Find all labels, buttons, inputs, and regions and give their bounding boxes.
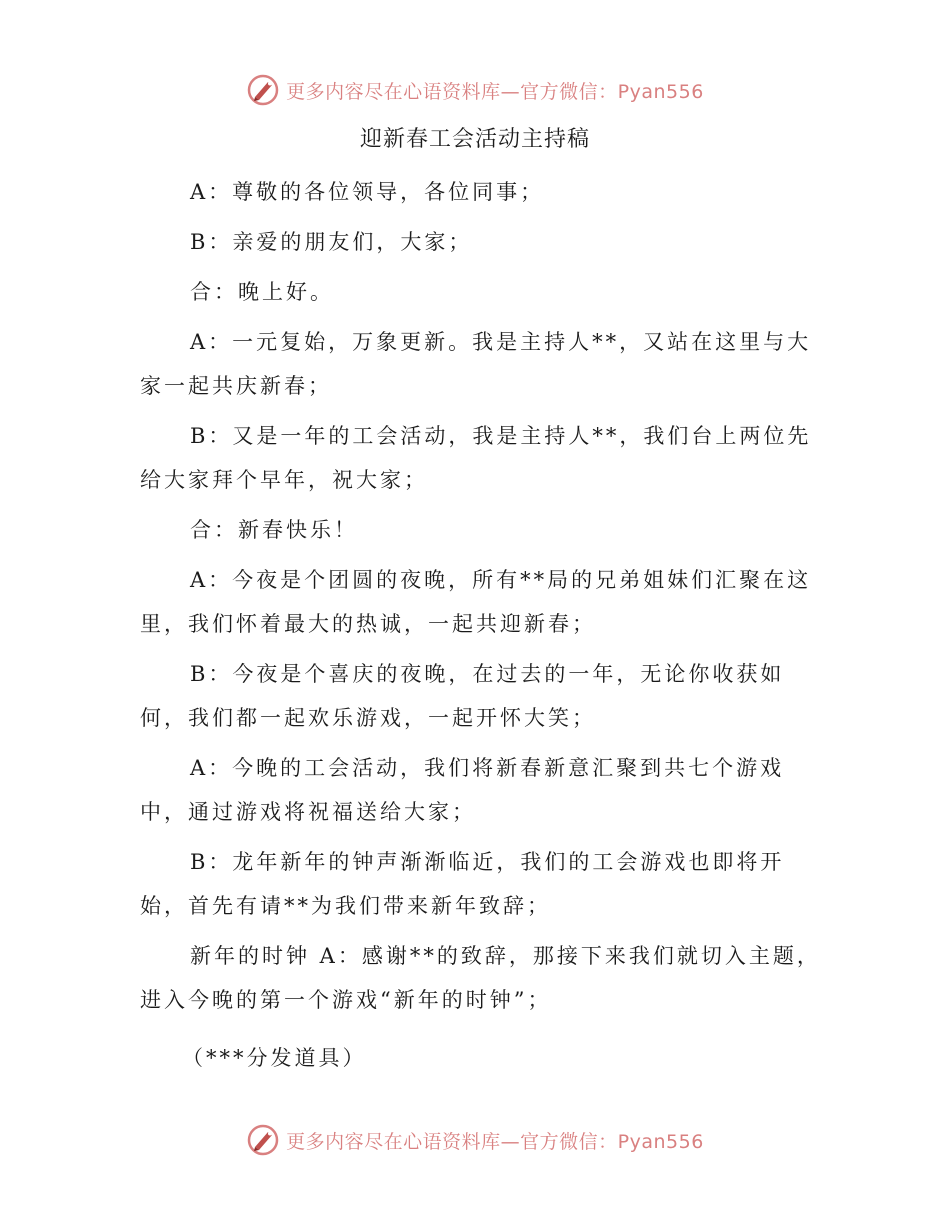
watermark-banner-bottom <box>0 1120 950 1160</box>
watermark-text: 更多内容尽在心语资料库—官方微信：Pyan556 <box>286 1130 704 1153</box>
paragraph: B：又是一年的工会活动，我是主持人**，我们台上两位先给大家拜个早年，祝大家； <box>140 424 812 492</box>
stage-note: （***分发道具） <box>182 1046 367 1070</box>
watermark-banner-top <box>0 70 950 110</box>
pen-circle-logo-icon <box>246 1123 280 1157</box>
paragraph: B：亲爱的朋友们，大家； <box>190 230 473 254</box>
paragraph: 新年的时钟 A：感谢**的致辞，那接下来我们就切入主题，进入今晚的第一个游戏“新年的时钟”； <box>140 944 821 1012</box>
watermark-text: 更多内容尽在心语资料库—官方微信：Pyan556 <box>286 80 704 103</box>
document-title: 迎新春工会活动主持稿 <box>359 127 590 152</box>
paragraph: A：尊敬的各位领导，各位同事； <box>190 180 545 204</box>
paragraph: 合：新春快乐！ <box>190 518 358 542</box>
paragraph: A：今晚的工会活动，我们将新春新意汇聚到共七个游戏中，通过游戏将祝福送给大家； <box>140 756 785 824</box>
paragraph: 合：晚上好。 <box>190 280 334 304</box>
paragraph: A：今夜是个团圆的夜晚，所有**局的兄弟姐妹们汇聚在这里，我们怀着最大的热诚，一起共迎新春； <box>140 568 812 636</box>
paragraph: B：龙年新年的钟声渐渐临近，我们的工会游戏也即将开始，首先有请**为我们带来新年致辞； <box>140 850 785 918</box>
pen-circle-logo-icon <box>246 73 280 107</box>
paragraph: B：今夜是个喜庆的夜晚，在过去的一年，无论你收获如何，我们都一起欢乐游戏，一起开怀大笑； <box>140 662 785 730</box>
document-body <box>140 170 830 1086</box>
paragraph: A：一元复始，万象更新。我是主持人**，又站在这里与大家一起共庆新春； <box>140 330 812 398</box>
